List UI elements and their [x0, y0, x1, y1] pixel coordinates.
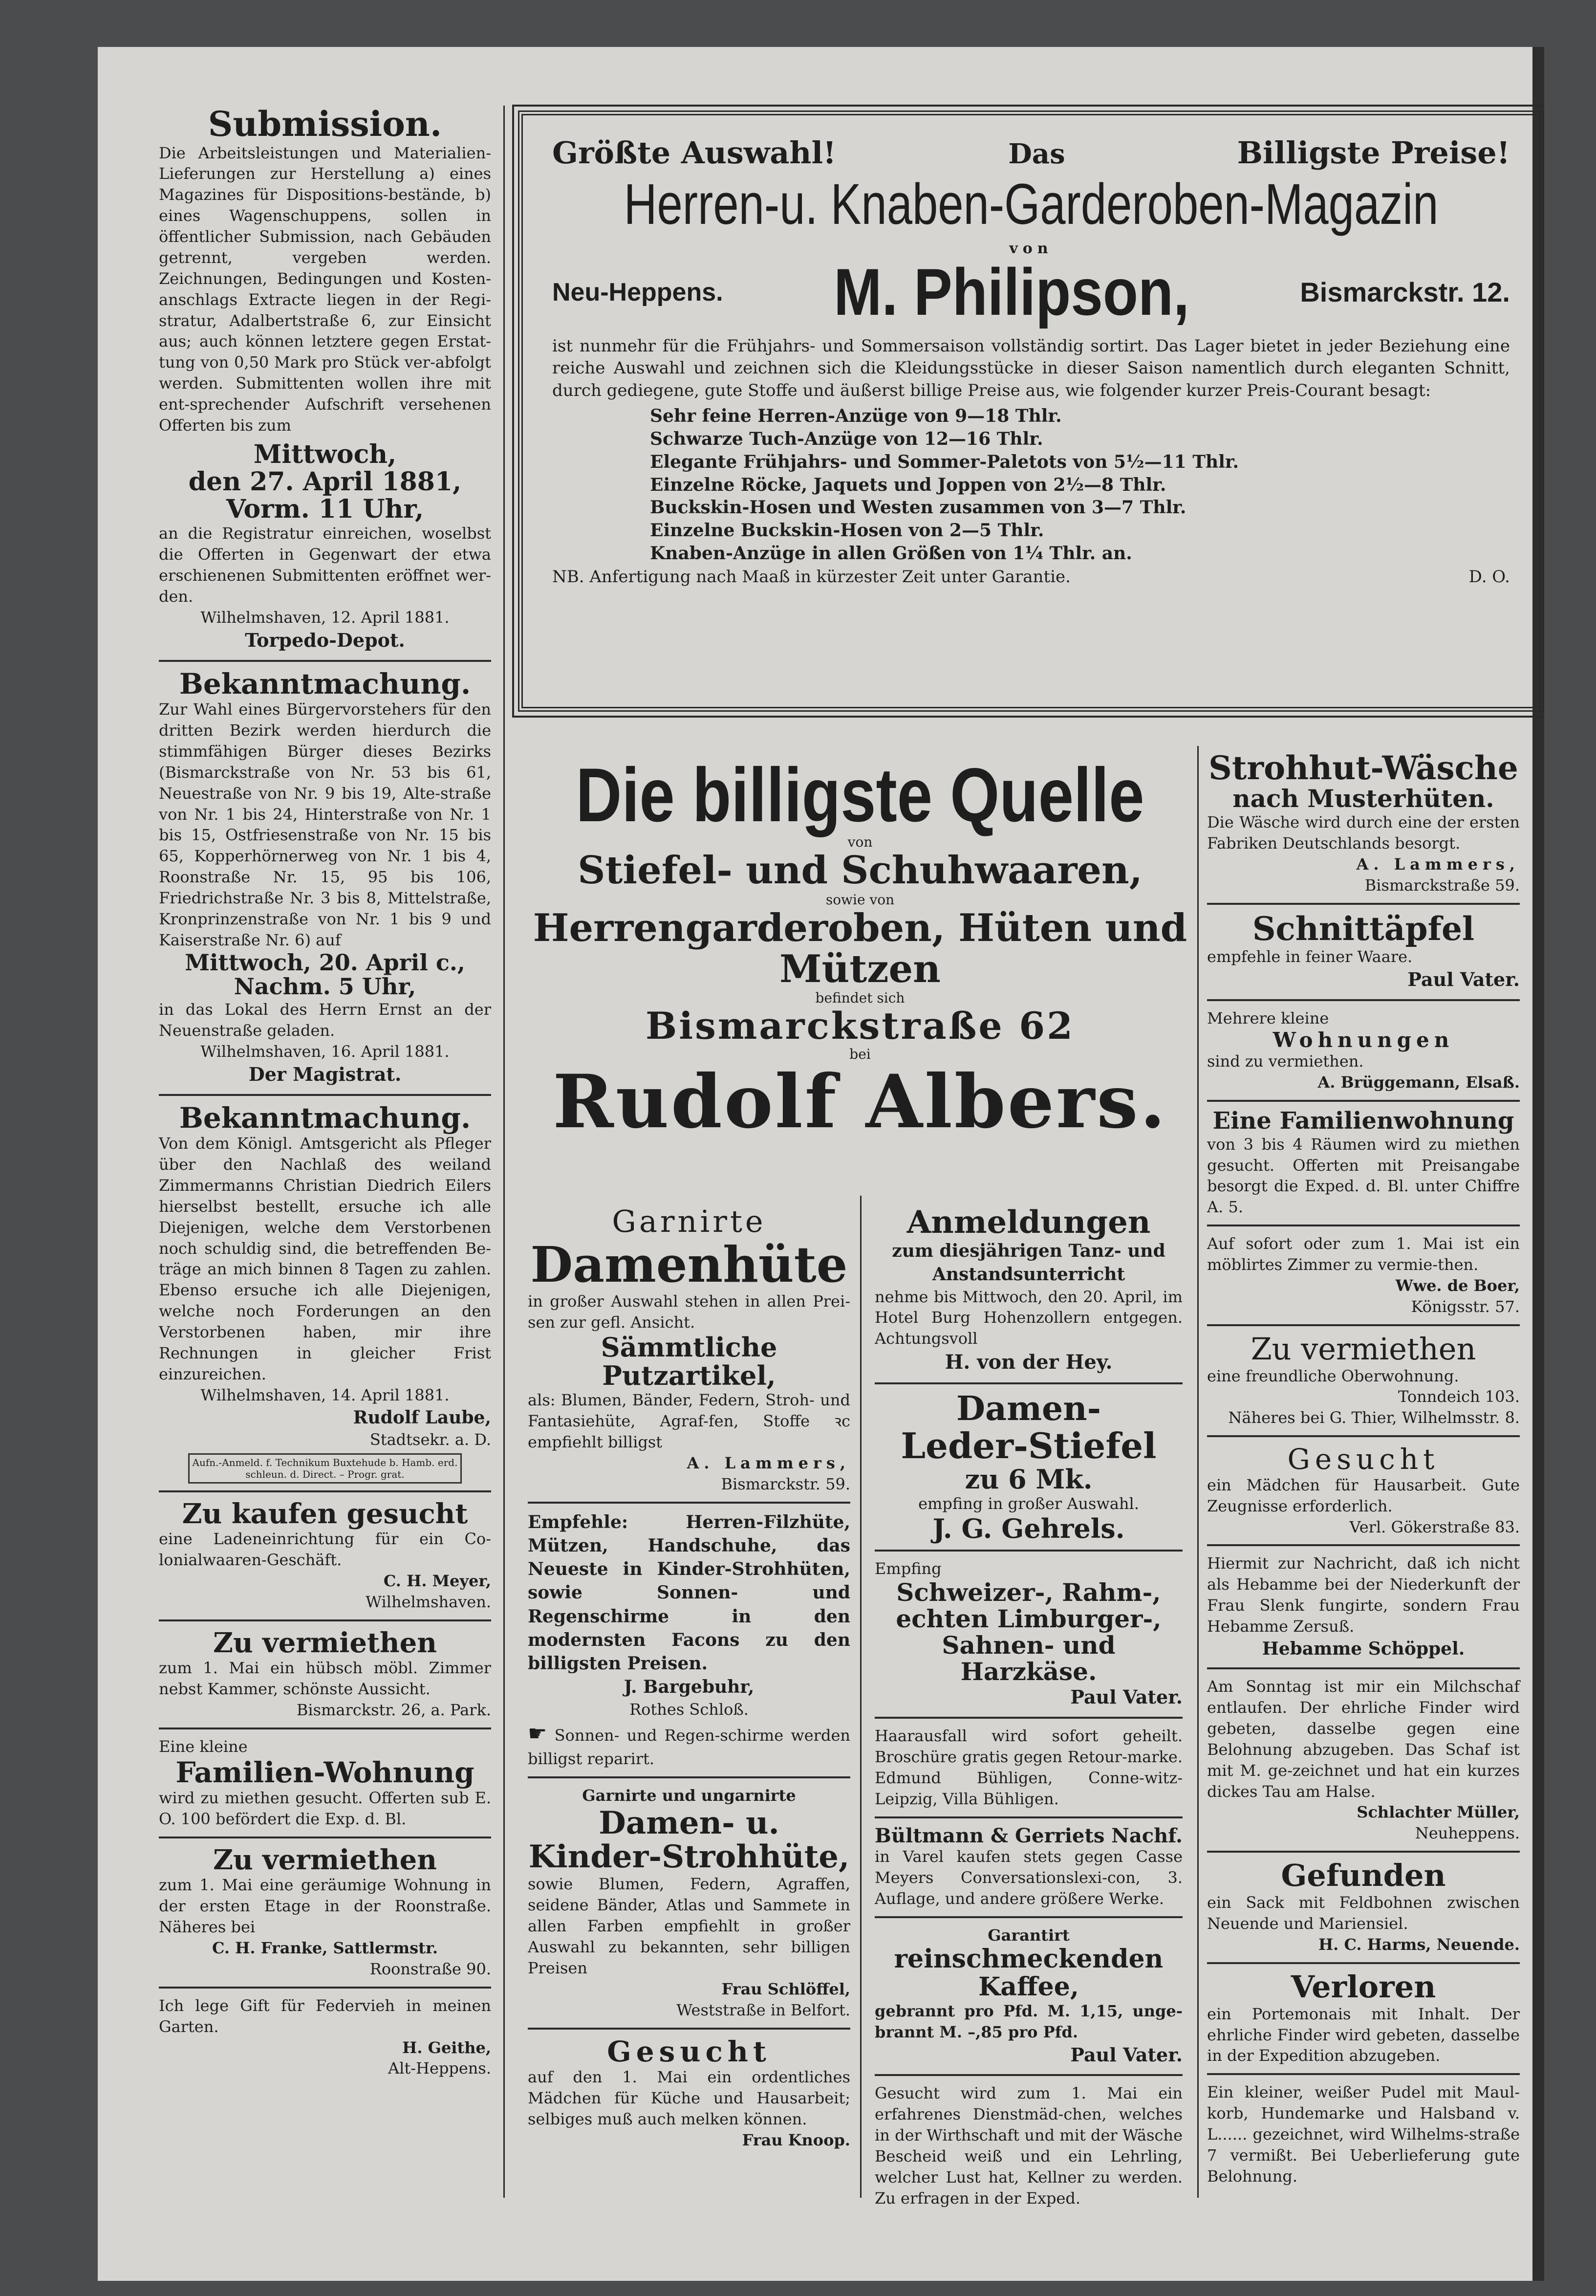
column-rule [503, 106, 505, 2198]
albers-von: von [847, 834, 873, 851]
hebamme-body: Hiermit zur Nachricht, daß ich nicht als Hebamme bei der Niederkunft der Frau Slenk fungirte, sondern Frau Hebamme Zersuß. [1207, 1554, 1520, 1636]
gefunden-body: ein Sack mit Feldbohnen zwischen Neuende und Mariensiel. [1207, 1893, 1520, 1933]
milchschaf-signature: Schlachter Müller, [1357, 1803, 1520, 1822]
bargebuhr-body: Empfehle: Herren-Filzhüte, Mützen, Handschuhe, das Neueste in Kinder-Strohhüten, sowie Sonnen- und Regenschirme in den modernsten Facons zu den billigsten Preisen. [528, 1511, 850, 1674]
garnirte-heading: Garnirte [612, 1203, 766, 1239]
albers-befindet: befindet sich [815, 990, 905, 1006]
pointing-hand-icon: ☛ [528, 1721, 547, 1747]
albers-advert [528, 751, 1192, 1145]
wohnungen-pre: Mehrere kleine [1207, 1008, 1329, 1028]
albers-line-2: Stiefel- und Schuhwaaren, [578, 848, 1143, 893]
gesucht-3-body: ein Mädchen für Hausarbeit. Gute Zeugnisse erforderlich. [1207, 1475, 1520, 1515]
box-von: von [1009, 240, 1053, 257]
schloeffel-signature: Frau Schlöffel, [721, 1979, 850, 1998]
bargebuhr-signature: J. Bargebuhr, [624, 1677, 755, 1698]
box-place: Neu-Heppens. [552, 278, 723, 306]
wohnungen-heading: Wohnungen [1272, 1028, 1454, 1052]
submission-date-day: Mittwoch, [253, 439, 397, 469]
column-middle-left [528, 1205, 850, 2151]
bueltmann-heading: Bültmann & Gerriets Nachf. [875, 1824, 1183, 1847]
strohhut-sub: nach Musterhüten. [1232, 784, 1494, 813]
familienwohnung-pre: Eine kleine [159, 1737, 248, 1756]
bekanntmachung-1-time: Nachm. 5 Uhr, [234, 973, 416, 1000]
anmeldungen-heading: Anmeldungen [906, 1204, 1151, 1241]
wohnungen-signature: A. Brüggemann, Elsaß. [1317, 1072, 1520, 1092]
albers-street: Bismarckstraße 62 [645, 1004, 1075, 1048]
kaufen-signature: C. H. Meyer, [383, 1571, 491, 1590]
divider [1207, 1435, 1520, 1437]
gesucht-body: auf den 1. Mai ein ordentliches Mädchen für Küche und Hausarbeit; selbiges muß auch melken können. [528, 2068, 850, 2128]
gift-place: Alt-Heppens. [388, 2059, 491, 2078]
putzartikel-body: als: Blumen, Bänder, Federn, Stroh- und Fantasiehüte, Agraf-fen, Stoffe ꝛc empfiehlt billigst [528, 1391, 850, 1452]
divider [875, 1816, 1183, 1818]
kinderstrohhuete-body: sowie Blumen, Federn, Agraffen, seidene Bänder, Atlas und Sammete in allen Farben empfiehlt in großer Auswahl zu bekannten, sehr billigen Preisen [528, 1875, 850, 1977]
divider [875, 1717, 1183, 1719]
column-rule [860, 1196, 862, 2198]
familienwohnung-body: wird zu miethen gesucht. Offerten sub E. O. 100 befördert die Exp. d. Bl. [159, 1789, 491, 1829]
kinderstrohhuete-heading: Damen- u. Kinder-Strohhüte, [528, 1805, 850, 1876]
anmeldungen-body: nehme bis Mittwoch, den 20. April, im Hotel Burg Hohenzollern entgegen. Achtungsvoll [875, 1287, 1183, 1348]
verloren-body: ein Portemonais mit Inhalt. Der ehrliche Finder wird gebeten, dasselbe in der Expedition abzugeben. [1207, 2004, 1520, 2065]
schnittaepfel-heading: Schnittäpfel [1252, 909, 1475, 948]
vermiethen-1-body: zum 1. Mai ein hübsch möbl. Zimmer nebst Kammer, schönste Aussicht. [159, 1659, 491, 1699]
damenhuete-heading: Damenhüte [530, 1235, 848, 1293]
box-initials: D. O. [1468, 567, 1510, 587]
price-list [650, 405, 1510, 565]
vermiethen-3-address: Tonndeich 103. [1398, 1387, 1520, 1406]
vermiethen-2-body: zum 1. Mai eine geräumige Wohnung in der ersten Etage in der Roonstraße. Näheres bei [159, 1876, 491, 1937]
leder-body: empfing in großer Auswahl. [918, 1494, 1139, 1513]
haarausfall-body: Haarausfall wird sofort geheilt. Broschüre gratis gegen Retour-marke. Edmund Bühligen, Conne-witz-Leipzig, Villa Bühligen. [875, 1727, 1183, 1808]
price-list-item: Knaben-Anzüge in allen Größen von 1¼ Thlr. an. [650, 543, 1132, 564]
column-left [159, 106, 491, 2079]
bekanntmachung-2-signature: Rudolf Laube, [353, 1407, 491, 1428]
familienwohnung-title: Familien-Wohnung [175, 1755, 474, 1789]
box-address: Bismarckstr. 12. [1300, 277, 1510, 308]
kaufen-body: eine Ladeneinrichtung für ein Co-lonialwaaren-Geschäft. [159, 1530, 491, 1570]
gesucht-3-address: Verl. Gökerstraße 83. [1349, 1517, 1520, 1536]
bekanntmachung-1-signature: Der Magistrat. [248, 1063, 402, 1085]
divider [1207, 1100, 1520, 1102]
moebliert-address: Königsstr. 57. [1411, 1297, 1520, 1316]
divider [528, 1776, 850, 1778]
box-body: ist nunmehr für die Frühjahrs- und Sommersaison vollständig sortirt. Das Lager bietet in jeder Beziehung eine reiche Auswahl und zeichnen sich die Kleidungsstücke in dieser Saison namentlich durch eleganten Schnitt, durch gediegene, gute Stoffe und äußerst billige Preise aus, wie folgender kurzer Preis-Courant besagt: [552, 336, 1510, 400]
moebliert-body: Auf sofort oder zum 1. Mai ist ein möblirtes Zimmer zu vermie-then. [1207, 1234, 1520, 1274]
divider [159, 660, 491, 662]
price-list-item: Einzelne Röcke, Jaquets und Joppen von 2½—8 Thlr. [650, 474, 1166, 495]
box-name: M. Philipson, [834, 255, 1189, 329]
box-top-mid: Das [1008, 138, 1065, 170]
divider [159, 1727, 491, 1729]
philipson-advert [518, 110, 1544, 712]
albers-title: Die billigste Quelle [576, 752, 1144, 838]
schnittaepfel-signature: Paul Vater. [1407, 968, 1520, 990]
wohnungen-body: sind zu vermiethen. [1207, 1052, 1364, 1071]
familienwohnung-2-body: von 3 bis 4 Räumen wird zu miethen gesucht. Offerten mit Preisangabe besorgt die Exped. d. Bl. unter Chiffre A. 5. [1207, 1135, 1520, 1217]
strohhut-heading: Strohhut-Wäsche [1208, 749, 1518, 787]
divider [1207, 1324, 1520, 1326]
hebamme-signature: Hebamme Schöppel. [1262, 1638, 1465, 1659]
gehrels-signature: J. G. Gehrels. [932, 1513, 1125, 1545]
column-right [1207, 751, 1520, 2187]
divider [159, 1619, 491, 1621]
box-top-left: Größte Auswahl! [552, 135, 837, 171]
divider [875, 1382, 1183, 1384]
kaffee-pre: Garantirt [988, 1925, 1070, 1945]
price-list-item: Sehr feine Herren-Anzüge von 9—18 Thlr. [650, 406, 1062, 427]
vermiethen-2-signature: C. H. Franke, Sattlermstr. [212, 1939, 438, 1958]
vermiethen-3-body: eine freundliche Oberwohnung. [1207, 1366, 1459, 1385]
divider [159, 1490, 491, 1492]
verloren-heading: Verloren [1291, 1968, 1436, 2005]
schirm-notice [528, 1720, 850, 1770]
bekanntmachung-1-title: Bekanntmachung. [179, 667, 471, 700]
gesucht-heading: Gesucht [607, 2034, 771, 2068]
divider [875, 2074, 1183, 2076]
familienwohnung-2-heading: Eine Familienwohnung [1212, 1107, 1514, 1135]
gesucht-2-body: Gesucht wird zum 1. Mai ein erfahrenes Dienstmäd-chen, welches in der Wirthschaft und mit der Wäsche Bescheid weiß und ein Lehrling, welcher Lust hat, Kellner zu werden. Zu erfragen in der Exped. [875, 2084, 1183, 2208]
bargebuhr-place: Rothes Schloß. [629, 1700, 749, 1719]
gefunden-signature: H. C. Harms, Neuende. [1318, 1935, 1520, 1954]
albers-sowie: sowie von [825, 891, 895, 908]
divider [159, 1987, 491, 1989]
divider [1207, 1667, 1520, 1669]
strohhut-body: Die Wäsche wird durch eine der ersten Fabriken Deutschlands besorgt. [1207, 813, 1520, 853]
kaffee-signature: Paul Vater. [1070, 2043, 1183, 2066]
putzartikel-heading: Sämmtliche Putzartikel, [601, 1331, 777, 1392]
divider [1207, 1225, 1520, 1226]
divider [1207, 2073, 1520, 2075]
vermiethen-2-address: Roonstraße 90. [369, 1959, 491, 1978]
submission-body: Die Arbeitsleistungen und Materialien-Lieferungen zur Herstellung a) eines Magazines für Dispositions-bestände, b) eines Wagenschuppens, sollen in öffentlicher Submission, nach Gebäuden getrennt, vergeben werden. Zeichnungen, Bedingungen und Kosten-anschlags Extracte liegen in der Regi-stratur, Adalbertstraße 6, zur Einsicht aus; auch können letztere gegen Erstat-tung von 0,50 Mark pro Stück ver-abfolgt werden. Submittenten wollen ihre mit ent-sprechender Aufschrift versehenen Offerten bis zum [159, 143, 491, 435]
kaese-heading: Schweizer-, Rahm-, echten Limburger-, Sahnen- und Harzkäse. [896, 1578, 1162, 1686]
box-top-right: Billigste Preise! [1237, 135, 1510, 171]
bekanntmachung-2-title: Bekanntmachung. [179, 1101, 471, 1135]
newspaper-page [98, 47, 1544, 2281]
garnirte-ungarnirte: Garnirte und ungarnirte [582, 1786, 796, 1805]
kaufen-title: Zu kaufen gesucht [182, 1497, 468, 1530]
kaese-signature: Paul Vater. [1070, 1686, 1183, 1708]
gift-body: Ich lege Gift für Federvieh in meinen Garten. [159, 1996, 491, 2036]
divider [875, 1550, 1183, 1552]
kaufen-place: Wilhelmshaven. [366, 1592, 491, 1611]
box-title: Herren-u. Knaben-Garderoben-Magazin [624, 172, 1439, 237]
technikum-notice: Aufn.-Anmeld. f. Technikum Buxtehude b. Hamb. erd. schleun. d. Direct. – Progr. grat. [188, 1453, 462, 1484]
damenhuete-body: in großer Auswahl stehen in allen Prei-sen zur gefl. Ansicht. [528, 1291, 850, 1332]
schnittaepfel-body: empfehle in feiner Waare. [1207, 947, 1413, 966]
gift-signature: H. Geithe, [402, 2038, 491, 2057]
leder-price: zu 6 Mk. [965, 1463, 1093, 1495]
milchschaf-body: Am Sonntag ist mir ein Milchschaf entlaufen. Der ehrliche Finder wird gebeten, dasselbe gegen eine Belohnung abzugeben. Das Schaf ist mit M. ge-zeichnet und hat ein kurzes dickes Tau am Halse. [1207, 1677, 1520, 1801]
price-list-item: Buckskin-Hosen und Westen zusammen von 3—7 Thlr. [650, 497, 1186, 518]
bekanntmachung-1-body: Zur Wahl eines Bürgervorstehers für den dritten Bezirk werden hierdurch die stimmfähigen Bürger dieses Bezirks (Bismarckstraße von Nr. 53 bis 61, Neuestraße von Nr. 9 bis 19, Alte-straße von Nr. 1 bis 24, Hinterstraße von Nr. 1 bis 15, Ostfriesenstraße von Nr. 15 bis 65, Kopperhörnerweg von Nr. 1 bis 4, Roonstraße Nr. 15, 95 bis 106, Friedrichstraße Nr. 3 bis 8, Mittelstraße, Kronprinzenstraße von Nr. 1 bis 9 und Kaiserstraße Nr. 6) auf [159, 700, 491, 949]
column-rule [1197, 746, 1199, 2198]
bekanntmachung-1-body-2: in das Lokal des Herrn Ernst an der Neuenstraße geladen. [159, 1000, 491, 1040]
submission-title: Submission. [208, 104, 442, 144]
milchschaf-place: Neuheppens. [1415, 1824, 1520, 1843]
albers-name: Rudolf Albers. [553, 1059, 1167, 1145]
divider [1207, 1851, 1520, 1853]
box-nb: NB. Anfertigung nach Maaß in kürzester Zeit unter Garantie. [552, 567, 1071, 587]
bekanntmachung-2-place: Wilhelmshaven, 14. April 1881. [200, 1385, 450, 1404]
anmeldungen-signature: H. von der Hey. [945, 1351, 1113, 1374]
bekanntmachung-2-title-sign: Stadtsekr. a. D. [369, 1430, 491, 1449]
damen-heading: Damen- [956, 1389, 1101, 1428]
column-middle-right [875, 1205, 1183, 2209]
kaese-pre: Empfing [875, 1559, 942, 1578]
price-list-item: Einzelne Buckskin-Hosen von 2—5 Thlr. [650, 520, 1044, 541]
submission-time: Vorm. 11 Uhr, [226, 494, 424, 525]
schirm-text: Sonnen- und Regen-schirme werden billigst reparirt. [528, 1726, 851, 1769]
vermiethen-1-address: Bismarckstr. 26, a. Park. [296, 1700, 491, 1719]
divider [159, 1094, 491, 1096]
albers-bei: bei [849, 1046, 871, 1063]
divider [1207, 1962, 1520, 1964]
bueltmann-body: in Varel kaufen stets gegen Casse Meyers Conversationslexi-con, 3. Auflage, und andere größere Werke. [875, 1847, 1183, 1908]
pudel-body: Ein kleiner, weißer Pudel mit Maul-korb, Hundemarke und Halsband v. L...... gezeichnet, wird Wilhelms-straße 7 vermißt. Bei Ueberlieferung gute Belohnung. [1207, 2083, 1520, 2186]
vermiethen-3-heading: Zu vermiethen [1251, 1331, 1476, 1367]
divider [528, 1502, 850, 1504]
kaffee-heading: reinschmeckenden Kaffee, [894, 1944, 1164, 2002]
strohhut-address: Bismarckstraße 59. [1364, 875, 1520, 895]
bekanntmachung-1-date: Mittwoch, 20. April c., [185, 949, 465, 976]
moebliert-signature: Wwe. de Boer, [1395, 1276, 1520, 1295]
price-list-item: Elegante Frühjahrs- und Sommer-Paletots von 5½—11 Thlr. [650, 451, 1239, 472]
submission-place: Wilhelmshaven, 12. April 1881. [200, 608, 450, 627]
putzartikel-address: Bismarckstr. 59. [721, 1474, 850, 1493]
gesucht-3-heading: Gesucht [1287, 1443, 1440, 1476]
strohhut-signature: A. Lammers, [1356, 855, 1520, 874]
divider [528, 2028, 850, 2030]
submission-signature: Torpedo-Depot. [245, 629, 405, 651]
divider [1207, 1544, 1520, 1546]
divider [1207, 903, 1520, 905]
kaffee-body: gebrannt pro Pfd. M. 1,15, unge-brannt M. –,85 pro Pfd. [875, 2001, 1183, 2041]
vermiethen-3-contact: Näheres bei G. Thier, Wilhelmsstr. 8. [1228, 1408, 1520, 1427]
putzartikel-signature: A. Lammers, [687, 1453, 850, 1472]
submission-body-2: an die Registratur einreichen, woselbst die Offerten in Gegenwart der etwa erschienenen Submittenten eröffnet wer-den. [159, 524, 491, 606]
leder-stiefel-heading: Leder-Stiefel [901, 1425, 1157, 1467]
schloeffel-address: Weststraße in Belfort. [676, 2000, 850, 2019]
gesucht-signature: Frau Knoop. [742, 2130, 850, 2149]
bekanntmachung-2-body: Von dem Königl. Amtsgericht als Pfleger über den Nachlaß des weiland Zimmermanns Christian Diedrich Eilers hierselbst bestellt, ersuche ich alle Diejenigen, welche dem Verstorbenen noch schuldig sind, die betreffenden Be-träge an mich binnen 8 Tagen zu zahlen. Ebenso ersuche ich alle Diejenigen, welche noch Forderungen an den Verstorbenen haben, mir ihre Rechnungen in gleicher Frist einzureichen. [159, 1134, 491, 1383]
price-list-item: Schwarze Tuch-Anzüge von 12—16 Thlr. [650, 428, 1043, 449]
divider [875, 1916, 1183, 1918]
submission-date: den 27. April 1881, [188, 467, 462, 497]
albers-line-3: Herrengarderoben, Hüten und Mützen [533, 905, 1187, 991]
divider [159, 1837, 491, 1838]
divider [1207, 999, 1520, 1001]
anmeldungen-sub: zum diesjährigen Tanz- und Anstandsunterricht [892, 1241, 1165, 1285]
vermiethen-1-title: Zu vermiethen [213, 1626, 437, 1659]
bekanntmachung-1-place: Wilhelmshaven, 16. April 1881. [200, 1042, 450, 1061]
vermiethen-2-title: Zu vermiethen [213, 1844, 437, 1877]
gefunden-heading: Gefunden [1281, 1858, 1446, 1894]
